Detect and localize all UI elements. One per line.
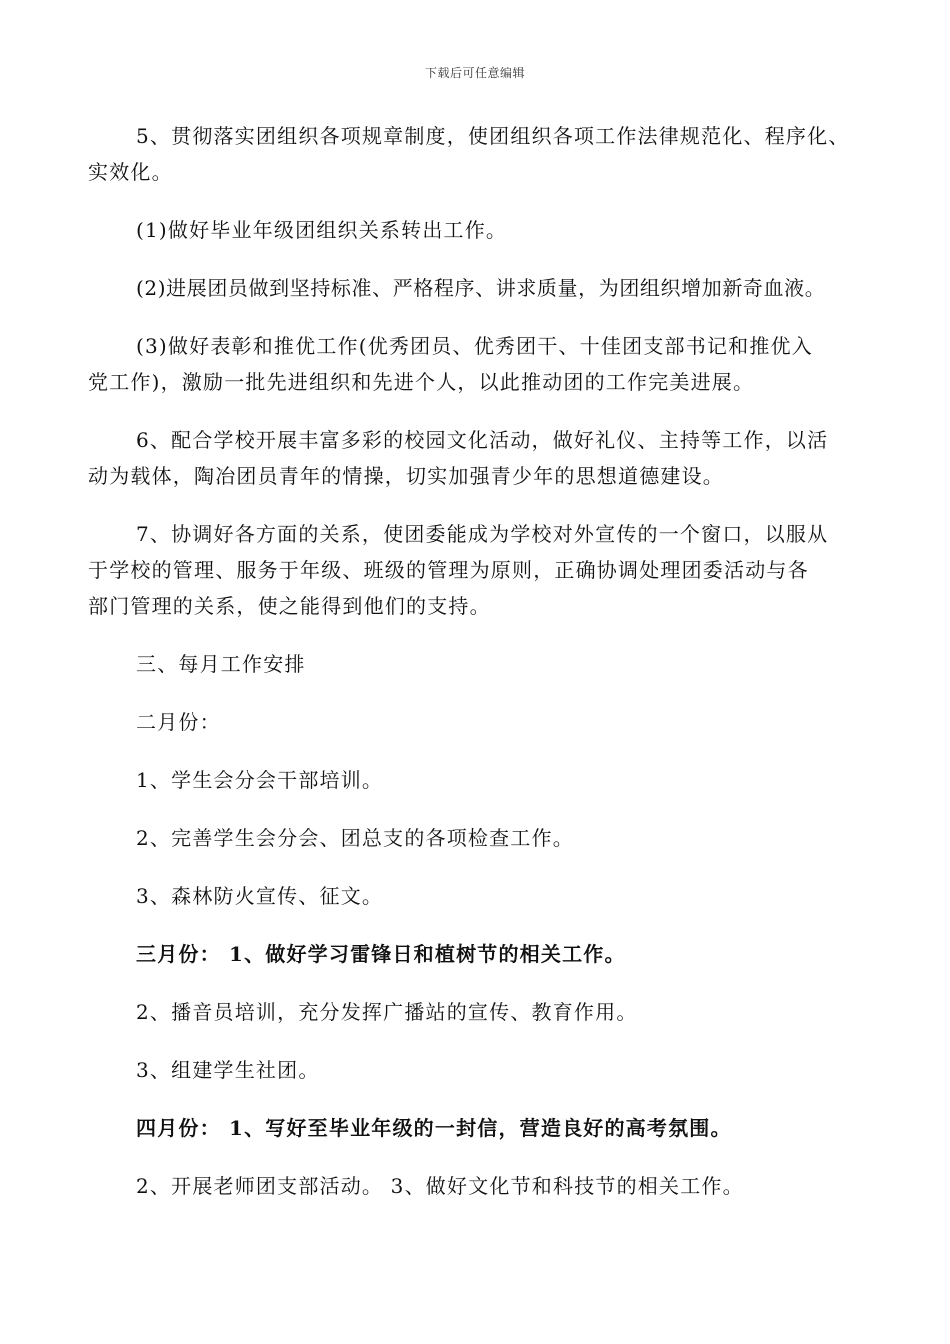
paragraph-line: 5、贯彻落实团组织各项规章制度，使团组织各项工作法律规范化、程序化、 bbox=[136, 124, 850, 148]
paragraph-line: 党工作)，激励一批先进组织和先进个人，以此推动团的工作完美进展。 bbox=[88, 370, 755, 394]
paragraph-line: 3、组建学生社团。 bbox=[136, 1058, 320, 1082]
list-item bbox=[88, 762, 878, 798]
paragraph-line: 于学校的管理、服务于年级、班级的管理为原则，正确协调处理团委活动与各 bbox=[88, 558, 809, 582]
paragraph-line: 7、协调好各方面的关系，使团委能成为学校对外宣传的一个窗口，以服从 bbox=[136, 522, 829, 546]
paragraph-line: 三月份： 1、做好学习雷锋日和植树节的相关工作。 bbox=[136, 942, 626, 966]
paragraph-line: 1、学生会分会干部培训。 bbox=[136, 768, 384, 792]
document-body bbox=[88, 118, 878, 1226]
paragraph-line: 四月份： 1、写好至毕业年级的一封信，营造良好的高考氛围。 bbox=[136, 1116, 732, 1140]
month-heading-march bbox=[88, 936, 878, 972]
paragraph-line: 三、每月工作安排 bbox=[136, 652, 306, 676]
paragraph-sub-1 bbox=[88, 212, 878, 248]
paragraph-line: 动为载体，陶冶团员青年的情操，切实加强青少年的思想道德建设。 bbox=[88, 464, 724, 488]
month-heading-february bbox=[88, 704, 878, 740]
paragraph-line: 部门管理的关系，使之能得到他们的支持。 bbox=[88, 594, 491, 618]
paragraph-line: 实效化。 bbox=[88, 160, 173, 184]
paragraph-line: 6、配合学校开展丰富多彩的校园文化活动，做好礼仪、主持等工作，以活 bbox=[136, 428, 829, 452]
month-heading-april bbox=[88, 1110, 878, 1146]
paragraph-line: 3、森林防火宣传、征文。 bbox=[136, 884, 384, 908]
paragraph-line: (1)做好毕业年级团组织关系转出工作。 bbox=[136, 218, 508, 242]
paragraph-line: (2)进展团员做到坚持标准、严格程序、讲求质量，为团组织增加新奇血液。 bbox=[136, 276, 826, 300]
paragraph-line: 二月份： bbox=[136, 710, 221, 734]
list-item bbox=[88, 820, 878, 856]
list-item bbox=[88, 878, 878, 914]
list-item bbox=[88, 1052, 878, 1088]
paragraph-sub-2 bbox=[88, 270, 878, 306]
paragraph-item-5 bbox=[88, 118, 878, 190]
paragraph-line: 2、完善学生会分会、团总支的各项检查工作。 bbox=[136, 826, 574, 850]
paragraph-item-7 bbox=[88, 516, 878, 624]
list-item bbox=[88, 1168, 878, 1204]
paragraph-line: 2、开展老师团支部活动。 3、做好文化节和科技节的相关工作。 bbox=[136, 1174, 744, 1198]
paragraph-line: (3)做好表彰和推优工作(优秀团员、优秀团干、十佳团支部书记和推优入 bbox=[136, 334, 813, 358]
section-heading-monthly bbox=[88, 646, 878, 682]
paragraph-item-6 bbox=[88, 422, 878, 494]
paragraph-line: 2、播音员培训，充分发挥广播站的宣传、教育作用。 bbox=[136, 1000, 638, 1024]
paragraph-sub-3 bbox=[88, 328, 878, 400]
list-item bbox=[88, 994, 878, 1030]
page-header: 下载后可任意编辑 bbox=[424, 66, 525, 80]
